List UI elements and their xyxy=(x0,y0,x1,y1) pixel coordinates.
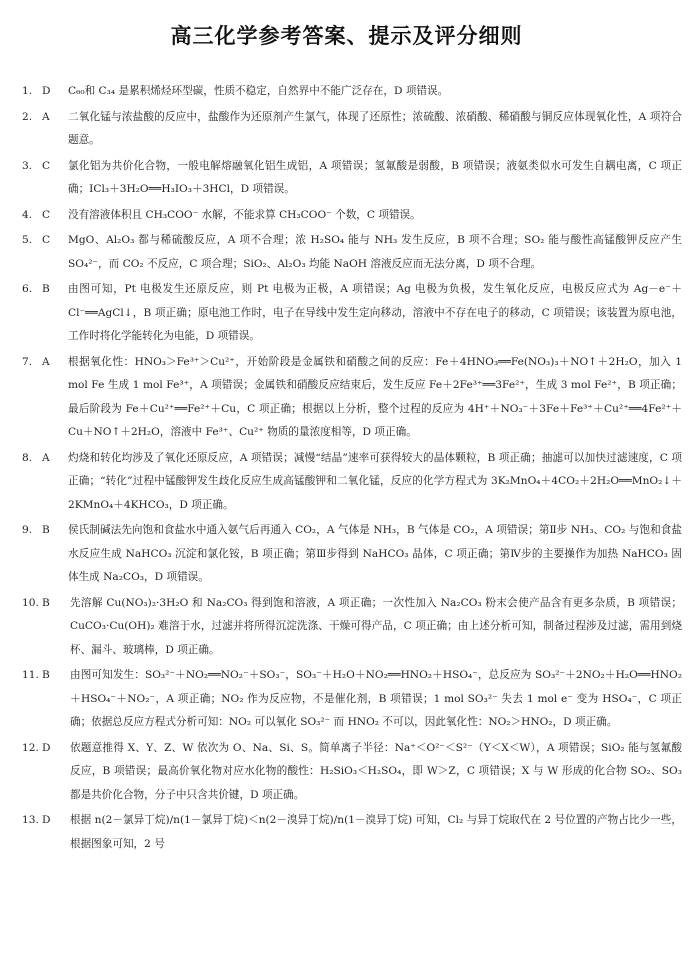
item-text: 没有溶液体积且 CH₃COO⁻ 水解，不能求算 CH₃COO⁻ 个数，C 项错误。 xyxy=(68,208,421,221)
item-text: 灼烧和转化均涉及了氧化还原反应，A 项错误；减慢“结晶”速率可获得较大的晶体颗粒，B 项正确；抽滤可以加快过滤速度，C 项正确；“转化”过程中锰酸钾发生歧化反应生成高锰酸钾和二氧化锰，反应的化学方程式为 3K₂MnO₄＋4CO₂＋2H₂O══MnO₂↓＋2KMnO₄＋4KHCO₃，D 项正确。 xyxy=(68,451,682,511)
answer-item xyxy=(22,80,682,104)
answer-item xyxy=(22,106,682,153)
item-text: 根据氧化性：HNO₃＞Fe³⁺＞Cu²⁺，开始阶段是金属铁和硝酸之间的反应：Fe＋4HNO₃══Fe(NO₃)₃＋NO↑＋2H₂O，加入 1 mol Fe 生成 1 mol Fe³⁺，A 项错误；金属铁和硝酸反应结束后，发生反应 Fe＋2Fe³⁺══3Fe²⁺，生成 3 mol Fe²⁺，B 项正确；最后阶段为 Fe＋Cu²⁺══Fe²⁺＋Cu，C 项正确；根据以上分析，整个过程的反应为 4H⁺＋NO₃⁻＋3Fe＋Fe³⁺＋Cu²⁺══4Fe²⁺＋Cu＋NO↑＋2H₂O，溶液中 Fe³⁺、Cu²⁺ 物质的量浓度相等，D 项正确。 xyxy=(68,355,682,438)
answer-item xyxy=(22,519,682,590)
answer-item xyxy=(22,155,682,202)
item-text: 根据 n(2－氯异丁烷)/n(1－氯异丁烷)＜n(2－溴异丁烷)/n(1－溴异丁烷) 可知，Cl₂ 与异丁烷取代在 2 号位置的产物占比少一些，根据图象可知，2 号 xyxy=(70,814,682,850)
answer-item xyxy=(22,447,682,518)
item-number: 7. xyxy=(22,355,33,368)
item-answer: B xyxy=(42,669,50,681)
item-answer: A xyxy=(42,110,50,123)
answer-item xyxy=(22,592,682,663)
answer-item xyxy=(22,809,682,856)
answer-list xyxy=(22,80,682,858)
item-text: 氯化铝为共价化合物，一般电解熔融氧化铝生成铝，A 项错误；氢氟酸是弱酸，B 项错误；液氨类似水可发生自耦电离，C 项正确；ICl₃＋3H₂O══H₃IO₃＋3HCl，D 项错误。 xyxy=(68,159,682,195)
item-text: MgO、Al₂O₃ 都与稀硫酸反应，A 项不合理；浓 H₂SO₄ 能与 NH₃ 发生反应，B 项不合理；SO₂ 能与酸性高锰酸钾反应产生 SO₄²⁻，而 CO₂ 不反应，C 项合理；SiO₂、Al₂O₃ 均能 NaOH 溶液反应而无法分离，D 项不合理。 xyxy=(68,234,682,270)
item-answer: D xyxy=(42,741,51,754)
item-answer: A xyxy=(42,355,50,368)
answer-item xyxy=(22,351,682,445)
answer-item xyxy=(22,278,682,349)
item-answer: C xyxy=(42,234,51,246)
item-answer: B xyxy=(42,283,50,295)
document-title: 高三化学参考答案、提示及评分细则 xyxy=(170,24,523,48)
item-number: 3. xyxy=(22,159,33,172)
item-number: 11. xyxy=(22,669,39,681)
answer-item xyxy=(22,229,682,276)
item-answer: C xyxy=(42,208,51,221)
item-number: 8. xyxy=(22,451,33,464)
item-answer: B xyxy=(42,596,50,609)
item-text: 由图可知发生：SO₃²⁻＋NO₂══NO₂⁻＋SO₃⁻，SO₃⁻＋H₂O＋NO₂══HNO₂＋HSO₄⁻，总反应为 SO₃²⁻＋2NO₂＋H₂O══HNO₂＋HSO₄⁻＋NO₂⁻，A 项正确；NO₂ 作为反应物，不是催化剂，B 项错误；1 mol SO₃²⁻ 失去 1 mol e⁻ 变为 HSO₄⁻，C 项正确；依据总反应方程式分析可知：NO₂ 可以氧化 SO₃²⁻ 而 HNO₂ 不可以，因此氧化性：NO₂＞HNO₂，D 项正确。 xyxy=(70,669,682,728)
item-text: 先溶解 Cu(NO₃)₂·3H₂O 和 Na₂CO₃ 得到饱和溶液，A 项正确；一次性加入 Na₂CO₃ 粉末会使产品含有更多杂质，B 项错误；CuCO₃·Cu(OH)₂ 难溶于水，过滤并将所得沉淀洗涤、干燥可得产品，C 项正确；由上述分析可知，制备过程涉及过滤，需用到烧杯、漏斗、玻璃棒，D 项正确。 xyxy=(70,596,682,656)
item-number: 1. xyxy=(22,85,33,97)
item-number: 4. xyxy=(22,208,33,221)
item-answer: A xyxy=(42,451,50,464)
item-text: 二氧化锰与浓盐酸的反应中，盐酸作为还原剂产生氯气，体现了还原性；浓硫酸、浓硝酸、稀硝酸与铜反应体现氧化性，A 项符合题意。 xyxy=(68,110,682,146)
item-answer: B xyxy=(42,524,50,536)
item-text: C₆₀和 C₃₄ 是累积烯烃环型碳，性质不稳定，自然界中不能广泛存在，D 项错误。 xyxy=(68,85,449,97)
item-number: 12. xyxy=(22,741,39,754)
item-number: 10. xyxy=(22,596,39,609)
item-answer: C xyxy=(42,159,51,172)
item-text: 侯氏制碱法先向饱和食盐水中通入氨气后再通入 CO₂，A 气体是 NH₃，B 气体是 CO₂，A 项错误；第Ⅱ步 NH₃、CO₂ 与饱和食盐水反应生成 NaHCO₃ 沉淀和氯化铵，B 项正确；第Ⅲ步得到 NaHCO₃ 晶体，C 项正确；第Ⅳ步的主要操作为加热 NaHCO₃ 固体生成 Na₂CO₃，D 项错误。 xyxy=(68,524,682,583)
item-text: 由图可知，Pt 电极发生还原反应，则 Pt 电极为正极，A 项错误；Ag 电极为负极，发生氧化反应，电极反应式为 Ag－e⁻＋Cl⁻══AgCl↓，B 项正确；原电池工作时，电子在导线中发生定向移动，溶液中不存在电子的移动，C 项错误；该装置为原电池，工作时将化学能转化为电能，D 项错误。 xyxy=(68,283,682,342)
item-answer: D xyxy=(42,814,51,826)
item-answer: D xyxy=(42,85,51,97)
item-number: 5. xyxy=(22,234,33,246)
item-number: 13. xyxy=(22,814,39,826)
answer-item xyxy=(22,664,682,735)
item-text: 依题意推得 X、Y、Z、W 依次为 O、Na、Si、S。简单离子半径：Na⁺＜O²⁻＜S²⁻（Y＜X＜W），A 项错误；SiO₂ 能与氢氟酸反应，B 项错误；最高价氧化物对应水化物的酸性：H₂SiO₃＜H₂SO₄，即 W＞Z，C 项错误；X 与 W 形成的化合物 SO₂、SO₃ 都是共价化合物，分子中只含共价键，D 项正确。 xyxy=(70,741,682,801)
item-number: 6. xyxy=(22,283,33,295)
item-number: 2. xyxy=(22,110,33,123)
item-number: 9. xyxy=(22,524,33,536)
answer-item xyxy=(22,204,682,228)
answer-item xyxy=(22,737,682,808)
